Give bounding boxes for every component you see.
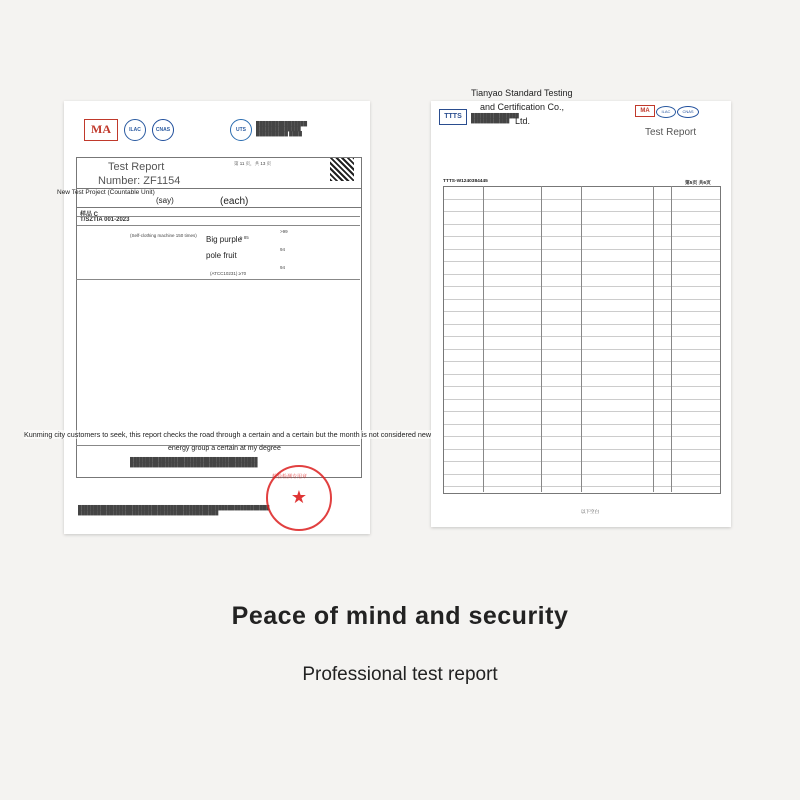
company-line-3: Ltd. (515, 116, 531, 126)
subheadline: Professional test report (302, 664, 498, 685)
company-line-2: and Certification Co., (480, 102, 565, 112)
cnas-logo: CNAS (677, 106, 699, 118)
tags-mid: energy group a certain at my degree (168, 445, 281, 452)
test-report-right (431, 101, 731, 527)
company-line-1: Tianyao Standard Testing (471, 88, 573, 98)
test-report-left (64, 101, 370, 534)
col-divider (653, 186, 654, 492)
overlay-caption: Kunming city customers to seek, this report checks the road through a certain and a certain but the month is not considered new (24, 430, 432, 439)
page-indicator-right: 第5页 共6页 (685, 181, 711, 186)
cma-logo: MA (84, 119, 118, 141)
value-94-a: 94 (280, 247, 286, 252)
col-divider (581, 186, 582, 492)
ilac-logo: ILAC (656, 106, 676, 118)
code-70: (ATCC10231) ≥70 (210, 271, 247, 276)
value-94-b: 94 (280, 265, 286, 270)
threshold-85: ≥ 85 (240, 235, 249, 240)
official-seal: ★ (266, 465, 332, 531)
ttts-logo: TTTS (439, 109, 467, 125)
tag-each: (each) (220, 196, 249, 207)
footer-address: ████████████████████████████████████████████████████████████ ████████████████████████████████████████████ (78, 505, 270, 515)
page-indicator: 第 11 页，共 13 页 (234, 161, 272, 166)
sample-label: 样品 C (80, 212, 99, 218)
seal-text: 检验检测专用章 (272, 474, 308, 480)
col-divider (483, 186, 484, 492)
results-table-right (443, 186, 721, 494)
row-divider (76, 279, 360, 280)
report-number: Number: ZF1154 (98, 175, 181, 187)
standard-label: T/SZTIA 001-2023 (80, 217, 130, 223)
report-title: Test Report (108, 161, 165, 173)
col-divider (671, 186, 672, 492)
notes-block: ████████████████████████████████████████ ████████████████████████████████████████ (130, 457, 258, 467)
cma-logo: MA (635, 105, 655, 117)
col-divider (541, 186, 542, 492)
company-subtitle: ███████████████ ████████████ (471, 113, 519, 123)
report-title-right: Test Report (645, 127, 697, 138)
big-purple: Big purple (206, 235, 243, 244)
ilac-logo: ILAC (124, 119, 146, 141)
uts-logo: UTS (230, 119, 252, 141)
project-label: New Test Project (Countable Unit) (57, 189, 155, 196)
value-99: >99 (280, 229, 288, 234)
lab-name-lines: ████████████████ ██████████████ ██████████ ████ (256, 121, 308, 136)
report-id: TTTS-W1240384445 (443, 179, 488, 184)
tag-say: (say) (156, 196, 174, 205)
headline: Peace of mind and security (231, 602, 569, 630)
self-clothing-line: (Self-clothing machine 150 times) (130, 233, 197, 238)
blank-footer: 以下空白 (581, 509, 599, 514)
pole-fruit: pole fruit (206, 251, 237, 260)
cnas-logo: CNAS (152, 119, 174, 141)
